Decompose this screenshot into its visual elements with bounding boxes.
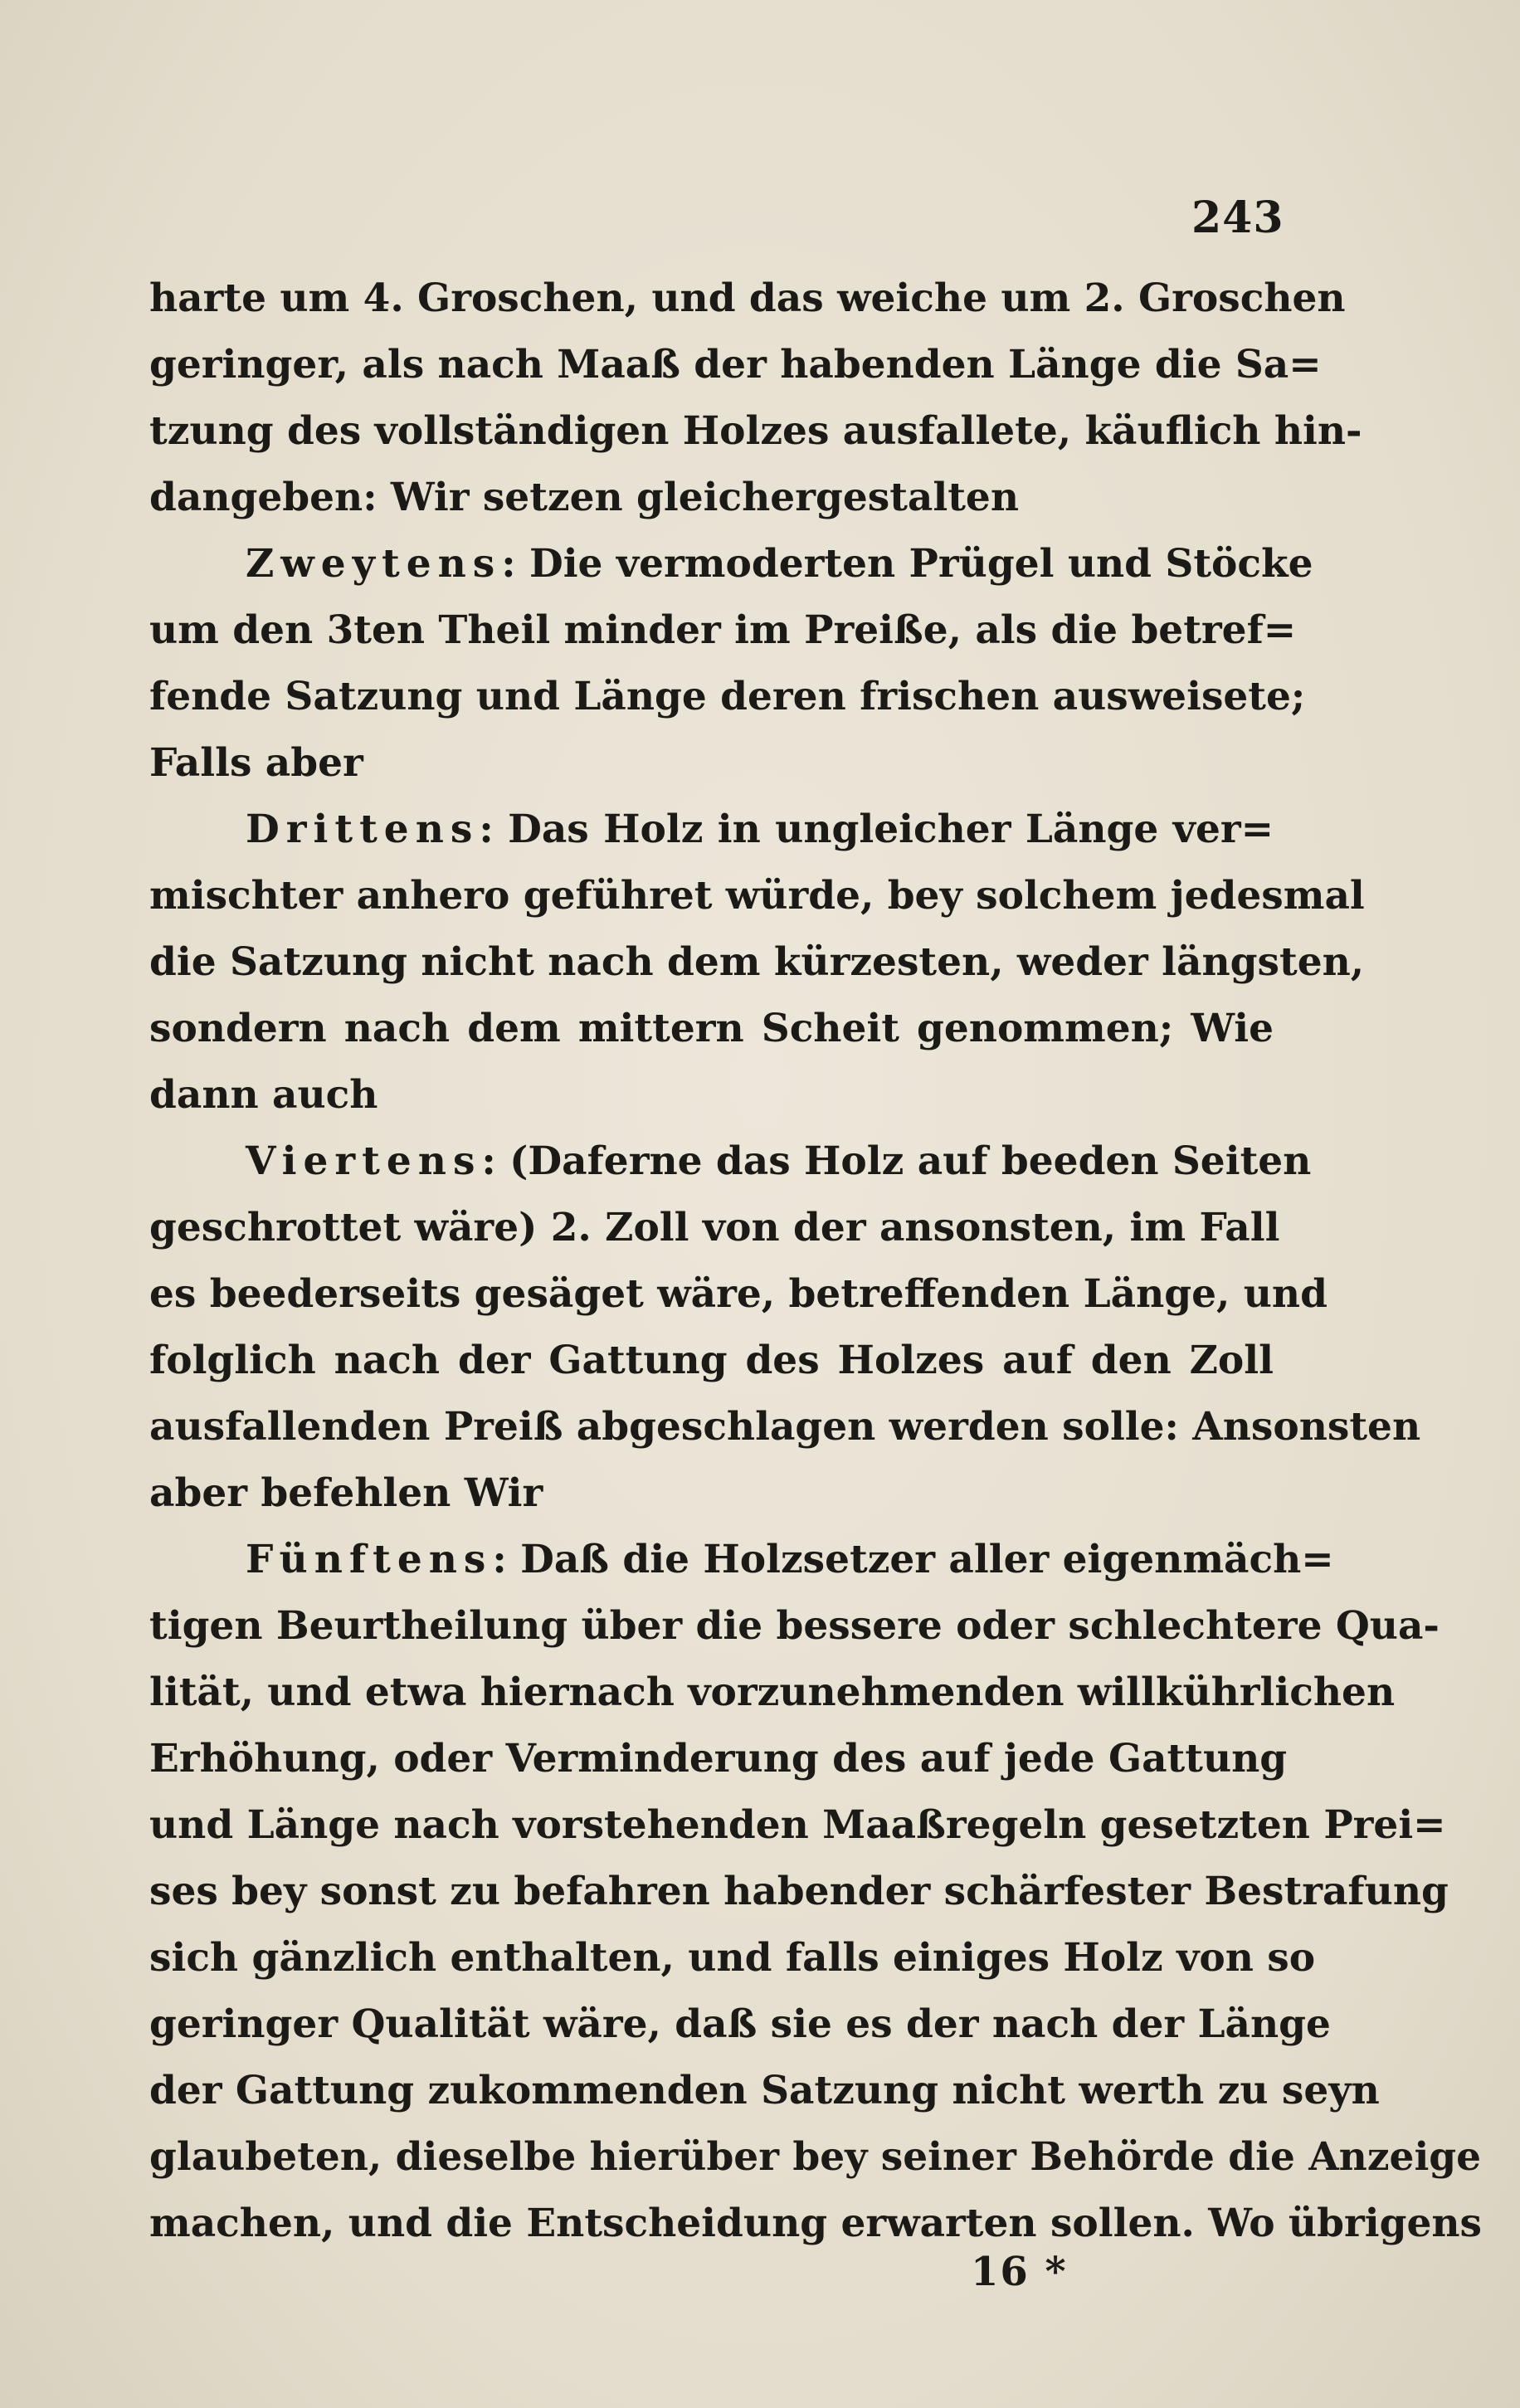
text-line: Erhöhung, oder Verminderung des auf jede Gattung bbox=[149, 1736, 1288, 1782]
text-line: der Gattung zukommenden Satzung nicht werth zu seyn bbox=[149, 2068, 1380, 2113]
text-line: lität, und etwa hiernach vorzunehmenden willkührlichen bbox=[149, 1670, 1396, 1715]
section-heading-word: Zweytens bbox=[246, 541, 502, 587]
text-line: es beederseits gesäget wäre, betreffenden Länge, und bbox=[149, 1271, 1328, 1317]
text-line: geschrottet wäre) 2. Zoll von der ansonsten, im Fall bbox=[149, 1205, 1280, 1250]
text-line: und Länge nach vorstehenden Maaßregeln gesetzten Prei= bbox=[149, 1802, 1446, 1848]
text-line: dangeben: Wir setzen gleichergestalten bbox=[149, 475, 1019, 520]
text-line: glaubeten, dieselbe hierüber bey seiner Behörde die Anzeige bbox=[149, 2134, 1482, 2180]
text-line: harte um 4. Groschen, und das weiche um 2. Groschen bbox=[149, 275, 1346, 321]
text-line: ses bey sonst zu befahren habender schärfester Bestrafung bbox=[149, 1869, 1449, 1914]
text-line: aber befehlen Wir bbox=[149, 1470, 543, 1516]
section-heading-line: Drittens: Das Holz in ungleicher Länge ver= bbox=[246, 807, 1274, 852]
text-line: geringer Qualität wäre, daß sie es der nach der Länge bbox=[149, 2001, 1331, 2047]
text-line: die Satzung nicht nach dem kürzesten, weder längsten, bbox=[149, 939, 1365, 985]
text-line: geringer, als nach Maaß der habenden Länge die Sa= bbox=[149, 342, 1322, 388]
section-heading-word: Drittens bbox=[246, 807, 480, 852]
page-number: 243 bbox=[1191, 193, 1284, 243]
section-heading-line: Zweytens: Die vermoderten Prügel und Stöcke bbox=[246, 541, 1313, 587]
text-line: fende Satzung und Länge deren frischen ausweisete; bbox=[149, 674, 1306, 719]
body-text bbox=[149, 266, 1482, 2257]
section-heading-line: Viertens: (Daferne das Holz auf beeden Seiten bbox=[246, 1138, 1312, 1184]
section-heading-line: Fünftens: Daß die Holzsetzer aller eigenmäch= bbox=[246, 1537, 1334, 1582]
text-line: machen, und die Entscheidung erwarten sollen. Wo übrigens bbox=[149, 2201, 1482, 2246]
text-line: tigen Beurtheilung über die bessere oder schlechtere Qua- bbox=[149, 1603, 1440, 1649]
text-line: mischter anhero geführet würde, bey solchem jedesmal bbox=[149, 873, 1365, 919]
text-line: sich gänzlich enthalten, und falls einiges Holz von so bbox=[149, 1935, 1316, 1981]
text-line: Falls aber bbox=[149, 740, 363, 786]
text-line: folglich nach der Gattung des Holzes auf den Zoll bbox=[149, 1338, 1274, 1383]
text-line: dann auch bbox=[149, 1072, 378, 1118]
text-line: ausfallenden Preiß abgeschlagen werden solle: Ansonsten bbox=[149, 1404, 1421, 1450]
text-line: sondern nach dem mittern Scheit genommen; Wie bbox=[149, 1006, 1274, 1051]
section-heading-word: Fünftens bbox=[246, 1537, 493, 1582]
text-line: um den 3ten Theil minder im Preiße, als die betref= bbox=[149, 607, 1297, 653]
section-heading-word: Viertens bbox=[246, 1138, 482, 1184]
signature-mark: 16 * bbox=[971, 2249, 1068, 2295]
text-line: tzung des vollständigen Holzes ausfallete, käuflich hin- bbox=[149, 408, 1362, 454]
